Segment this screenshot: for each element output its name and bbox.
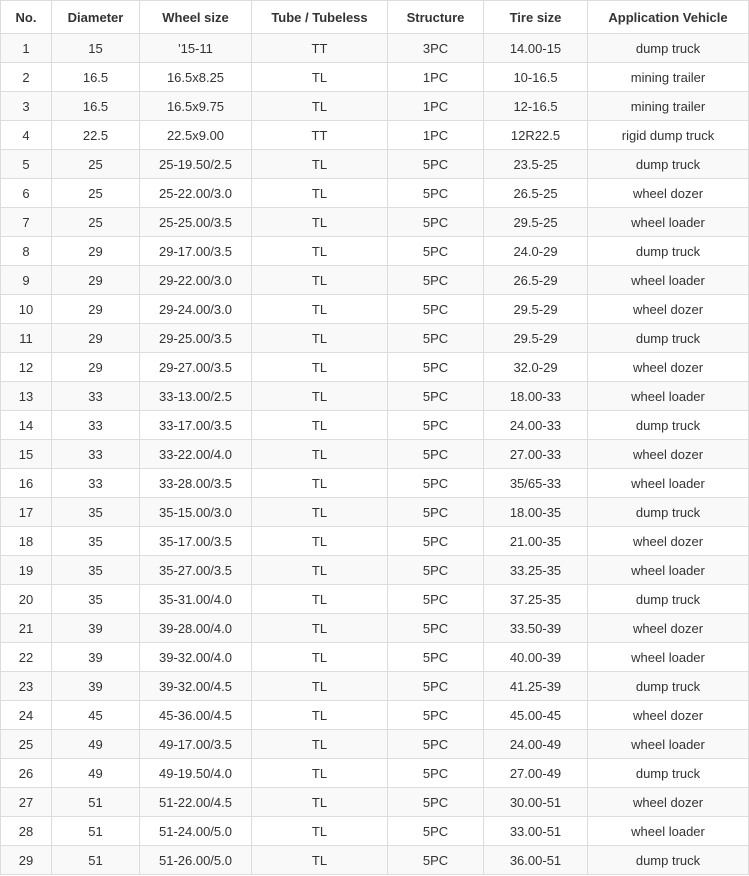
cell-wheel-size: 22.5x9.00	[140, 121, 252, 150]
cell-tire-size: 12R22.5	[484, 121, 588, 150]
cell-tire-size: 33.25-35	[484, 556, 588, 585]
cell-no: 19	[1, 556, 52, 585]
cell-no: 14	[1, 411, 52, 440]
cell-tube-tubeless: TL	[252, 63, 388, 92]
cell-tire-size: 14.00-15	[484, 34, 588, 63]
cell-application-vehicle: dump truck	[588, 498, 749, 527]
cell-diameter: 35	[52, 556, 140, 585]
cell-no: 12	[1, 353, 52, 382]
cell-structure: 5PC	[388, 208, 484, 237]
cell-tire-size: 27.00-33	[484, 440, 588, 469]
cell-diameter: 29	[52, 324, 140, 353]
table-row	[1, 63, 749, 92]
cell-tire-size: 40.00-39	[484, 643, 588, 672]
cell-diameter: 25	[52, 150, 140, 179]
table-row	[1, 556, 749, 585]
cell-diameter: 33	[52, 440, 140, 469]
cell-tube-tubeless: TL	[252, 92, 388, 121]
cell-no: 24	[1, 701, 52, 730]
cell-structure: 3PC	[388, 34, 484, 63]
cell-no: 25	[1, 730, 52, 759]
cell-tube-tubeless: TL	[252, 208, 388, 237]
table-row	[1, 585, 749, 614]
table-row	[1, 672, 749, 701]
cell-diameter: 39	[52, 643, 140, 672]
table-row	[1, 237, 749, 266]
cell-no: 27	[1, 788, 52, 817]
cell-tire-size: 29.5-25	[484, 208, 588, 237]
cell-tire-size: 24.00-33	[484, 411, 588, 440]
cell-diameter: 51	[52, 846, 140, 875]
table-row	[1, 527, 749, 556]
table-row	[1, 411, 749, 440]
cell-structure: 5PC	[388, 266, 484, 295]
cell-diameter: 29	[52, 295, 140, 324]
cell-diameter: 25	[52, 208, 140, 237]
cell-wheel-size: 25-25.00/3.5	[140, 208, 252, 237]
cell-tire-size: 37.25-35	[484, 585, 588, 614]
table-row	[1, 150, 749, 179]
cell-application-vehicle: wheel loader	[588, 382, 749, 411]
cell-tube-tubeless: TL	[252, 498, 388, 527]
cell-application-vehicle: dump truck	[588, 846, 749, 875]
cell-structure: 5PC	[388, 150, 484, 179]
cell-structure: 1PC	[388, 92, 484, 121]
cell-tube-tubeless: TL	[252, 237, 388, 266]
cell-wheel-size: 49-17.00/3.5	[140, 730, 252, 759]
cell-application-vehicle: wheel dozer	[588, 353, 749, 382]
cell-wheel-size: 35-17.00/3.5	[140, 527, 252, 556]
cell-tube-tubeless: TT	[252, 121, 388, 150]
cell-tube-tubeless: TL	[252, 295, 388, 324]
cell-no: 1	[1, 34, 52, 63]
table-row	[1, 382, 749, 411]
header-tire-size: Tire size	[484, 1, 588, 34]
cell-diameter: 33	[52, 382, 140, 411]
cell-tire-size: 18.00-35	[484, 498, 588, 527]
cell-wheel-size: 35-31.00/4.0	[140, 585, 252, 614]
cell-application-vehicle: wheel dozer	[588, 527, 749, 556]
cell-wheel-size: 39-32.00/4.5	[140, 672, 252, 701]
cell-structure: 5PC	[388, 701, 484, 730]
cell-no: 21	[1, 614, 52, 643]
cell-tire-size: 10-16.5	[484, 63, 588, 92]
cell-wheel-size: 29-17.00/3.5	[140, 237, 252, 266]
cell-wheel-size: 33-28.00/3.5	[140, 469, 252, 498]
cell-diameter: 35	[52, 527, 140, 556]
cell-tube-tubeless: TL	[252, 730, 388, 759]
cell-diameter: 25	[52, 179, 140, 208]
cell-wheel-size: 25-22.00/3.0	[140, 179, 252, 208]
cell-structure: 5PC	[388, 846, 484, 875]
cell-structure: 5PC	[388, 759, 484, 788]
cell-diameter: 33	[52, 411, 140, 440]
header-wheel-size: Wheel size	[140, 1, 252, 34]
cell-tire-size: 30.00-51	[484, 788, 588, 817]
cell-wheel-size: 51-24.00/5.0	[140, 817, 252, 846]
cell-diameter: 35	[52, 498, 140, 527]
header-structure: Structure	[388, 1, 484, 34]
cell-no: 26	[1, 759, 52, 788]
cell-structure: 5PC	[388, 324, 484, 353]
cell-wheel-size: 39-32.00/4.0	[140, 643, 252, 672]
table-row	[1, 788, 749, 817]
cell-tire-size: 32.0-29	[484, 353, 588, 382]
cell-tube-tubeless: TL	[252, 411, 388, 440]
cell-application-vehicle: mining trailer	[588, 92, 749, 121]
cell-no: 18	[1, 527, 52, 556]
cell-wheel-size: 33-13.00/2.5	[140, 382, 252, 411]
cell-wheel-size: 51-22.00/4.5	[140, 788, 252, 817]
cell-tire-size: 23.5-25	[484, 150, 588, 179]
cell-structure: 5PC	[388, 643, 484, 672]
table-row	[1, 701, 749, 730]
cell-structure: 5PC	[388, 788, 484, 817]
cell-tube-tubeless: TL	[252, 759, 388, 788]
cell-application-vehicle: wheel loader	[588, 469, 749, 498]
cell-tire-size: 29.5-29	[484, 295, 588, 324]
cell-tube-tubeless: TL	[252, 614, 388, 643]
header-no: No.	[1, 1, 52, 34]
cell-application-vehicle: dump truck	[588, 672, 749, 701]
cell-application-vehicle: mining trailer	[588, 63, 749, 92]
cell-tire-size: 21.00-35	[484, 527, 588, 556]
cell-structure: 5PC	[388, 730, 484, 759]
cell-wheel-size: 33-17.00/3.5	[140, 411, 252, 440]
cell-tube-tubeless: TL	[252, 179, 388, 208]
cell-tire-size: 36.00-51	[484, 846, 588, 875]
cell-structure: 5PC	[388, 411, 484, 440]
cell-diameter: 29	[52, 266, 140, 295]
cell-structure: 5PC	[388, 382, 484, 411]
cell-tube-tubeless: TL	[252, 701, 388, 730]
cell-structure: 5PC	[388, 179, 484, 208]
table-row	[1, 498, 749, 527]
table-row	[1, 643, 749, 672]
cell-no: 15	[1, 440, 52, 469]
cell-no: 29	[1, 846, 52, 875]
cell-application-vehicle: dump truck	[588, 411, 749, 440]
header-tube-tubeless: Tube / Tubeless	[252, 1, 388, 34]
table-row	[1, 469, 749, 498]
cell-wheel-size: 45-36.00/4.5	[140, 701, 252, 730]
cell-tube-tubeless: TL	[252, 788, 388, 817]
table-header	[1, 1, 749, 34]
cell-wheel-size: 16.5x9.75	[140, 92, 252, 121]
cell-tire-size: 41.25-39	[484, 672, 588, 701]
cell-application-vehicle: wheel loader	[588, 556, 749, 585]
cell-no: 2	[1, 63, 52, 92]
cell-no: 9	[1, 266, 52, 295]
cell-wheel-size: 29-25.00/3.5	[140, 324, 252, 353]
cell-structure: 5PC	[388, 817, 484, 846]
cell-diameter: 29	[52, 353, 140, 382]
cell-application-vehicle: wheel loader	[588, 643, 749, 672]
cell-tube-tubeless: TT	[252, 34, 388, 63]
cell-tube-tubeless: TL	[252, 672, 388, 701]
cell-structure: 5PC	[388, 672, 484, 701]
cell-tire-size: 26.5-25	[484, 179, 588, 208]
table-row	[1, 121, 749, 150]
cell-structure: 5PC	[388, 295, 484, 324]
cell-tire-size: 26.5-29	[484, 266, 588, 295]
cell-wheel-size: 49-19.50/4.0	[140, 759, 252, 788]
cell-no: 3	[1, 92, 52, 121]
cell-no: 10	[1, 295, 52, 324]
cell-no: 17	[1, 498, 52, 527]
cell-no: 5	[1, 150, 52, 179]
cell-application-vehicle: wheel dozer	[588, 788, 749, 817]
cell-tire-size: 27.00-49	[484, 759, 588, 788]
table-row	[1, 730, 749, 759]
table-row	[1, 817, 749, 846]
table-row	[1, 614, 749, 643]
cell-structure: 5PC	[388, 556, 484, 585]
cell-tube-tubeless: TL	[252, 469, 388, 498]
table-row	[1, 208, 749, 237]
table-row	[1, 295, 749, 324]
cell-tube-tubeless: TL	[252, 382, 388, 411]
cell-wheel-size: 33-22.00/4.0	[140, 440, 252, 469]
cell-structure: 1PC	[388, 121, 484, 150]
cell-structure: 5PC	[388, 353, 484, 382]
cell-no: 6	[1, 179, 52, 208]
cell-application-vehicle: wheel dozer	[588, 701, 749, 730]
cell-tire-size: 12-16.5	[484, 92, 588, 121]
cell-application-vehicle: wheel dozer	[588, 440, 749, 469]
table-row	[1, 324, 749, 353]
table-row	[1, 846, 749, 875]
table-row	[1, 92, 749, 121]
cell-no: 16	[1, 469, 52, 498]
cell-no: 4	[1, 121, 52, 150]
cell-application-vehicle: rigid dump truck	[588, 121, 749, 150]
cell-tube-tubeless: TL	[252, 266, 388, 295]
cell-structure: 5PC	[388, 585, 484, 614]
cell-application-vehicle: dump truck	[588, 150, 749, 179]
cell-diameter: 35	[52, 585, 140, 614]
cell-no: 13	[1, 382, 52, 411]
cell-wheel-size: 51-26.00/5.0	[140, 846, 252, 875]
cell-tube-tubeless: TL	[252, 556, 388, 585]
cell-diameter: 49	[52, 730, 140, 759]
cell-tube-tubeless: TL	[252, 440, 388, 469]
cell-tire-size: 29.5-29	[484, 324, 588, 353]
cell-tube-tubeless: TL	[252, 324, 388, 353]
cell-wheel-size: 25-19.50/2.5	[140, 150, 252, 179]
cell-wheel-size: 39-28.00/4.0	[140, 614, 252, 643]
cell-no: 8	[1, 237, 52, 266]
cell-tire-size: 24.00-49	[484, 730, 588, 759]
cell-structure: 5PC	[388, 440, 484, 469]
cell-tube-tubeless: TL	[252, 817, 388, 846]
cell-diameter: 39	[52, 614, 140, 643]
cell-structure: 5PC	[388, 469, 484, 498]
cell-application-vehicle: wheel dozer	[588, 614, 749, 643]
cell-structure: 5PC	[388, 614, 484, 643]
cell-no: 23	[1, 672, 52, 701]
cell-no: 11	[1, 324, 52, 353]
cell-application-vehicle: wheel loader	[588, 730, 749, 759]
cell-tire-size: 18.00-33	[484, 382, 588, 411]
cell-application-vehicle: dump truck	[588, 759, 749, 788]
table-row	[1, 266, 749, 295]
cell-wheel-size: 29-22.00/3.0	[140, 266, 252, 295]
cell-no: 28	[1, 817, 52, 846]
cell-application-vehicle: wheel loader	[588, 817, 749, 846]
table-row	[1, 759, 749, 788]
cell-application-vehicle: dump truck	[588, 34, 749, 63]
header-row	[1, 1, 749, 34]
cell-structure: 5PC	[388, 237, 484, 266]
cell-application-vehicle: wheel dozer	[588, 179, 749, 208]
cell-tube-tubeless: TL	[252, 150, 388, 179]
cell-tire-size: 35/65-33	[484, 469, 588, 498]
cell-wheel-size: 16.5x8.25	[140, 63, 252, 92]
cell-diameter: 15	[52, 34, 140, 63]
cell-structure: 1PC	[388, 63, 484, 92]
cell-tire-size: 45.00-45	[484, 701, 588, 730]
cell-tire-size: 24.0-29	[484, 237, 588, 266]
cell-application-vehicle: wheel loader	[588, 266, 749, 295]
cell-tube-tubeless: TL	[252, 585, 388, 614]
cell-diameter: 16.5	[52, 92, 140, 121]
cell-diameter: 51	[52, 817, 140, 846]
header-application-vehicle: Application Vehicle	[588, 1, 749, 34]
cell-no: 22	[1, 643, 52, 672]
cell-application-vehicle: wheel loader	[588, 208, 749, 237]
cell-application-vehicle: dump truck	[588, 237, 749, 266]
cell-tube-tubeless: TL	[252, 643, 388, 672]
cell-diameter: 49	[52, 759, 140, 788]
header-diameter: Diameter	[52, 1, 140, 34]
cell-wheel-size: 35-15.00/3.0	[140, 498, 252, 527]
cell-diameter: 29	[52, 237, 140, 266]
table-body	[1, 34, 749, 875]
cell-application-vehicle: dump truck	[588, 324, 749, 353]
cell-wheel-size: 29-27.00/3.5	[140, 353, 252, 382]
cell-no: 20	[1, 585, 52, 614]
cell-no: 7	[1, 208, 52, 237]
cell-wheel-size: 29-24.00/3.0	[140, 295, 252, 324]
table-row	[1, 179, 749, 208]
cell-tire-size: 33.00-51	[484, 817, 588, 846]
table-row	[1, 353, 749, 382]
cell-diameter: 51	[52, 788, 140, 817]
table-row	[1, 34, 749, 63]
cell-diameter: 22.5	[52, 121, 140, 150]
cell-tube-tubeless: TL	[252, 527, 388, 556]
cell-tube-tubeless: TL	[252, 353, 388, 382]
cell-tire-size: 33.50-39	[484, 614, 588, 643]
cell-application-vehicle: wheel dozer	[588, 295, 749, 324]
cell-diameter: 16.5	[52, 63, 140, 92]
cell-wheel-size: 35-27.00/3.5	[140, 556, 252, 585]
cell-structure: 5PC	[388, 527, 484, 556]
cell-application-vehicle: dump truck	[588, 585, 749, 614]
cell-wheel-size: '15-11	[140, 34, 252, 63]
cell-diameter: 33	[52, 469, 140, 498]
table-row	[1, 440, 749, 469]
cell-structure: 5PC	[388, 498, 484, 527]
cell-diameter: 45	[52, 701, 140, 730]
cell-tube-tubeless: TL	[252, 846, 388, 875]
cell-diameter: 39	[52, 672, 140, 701]
